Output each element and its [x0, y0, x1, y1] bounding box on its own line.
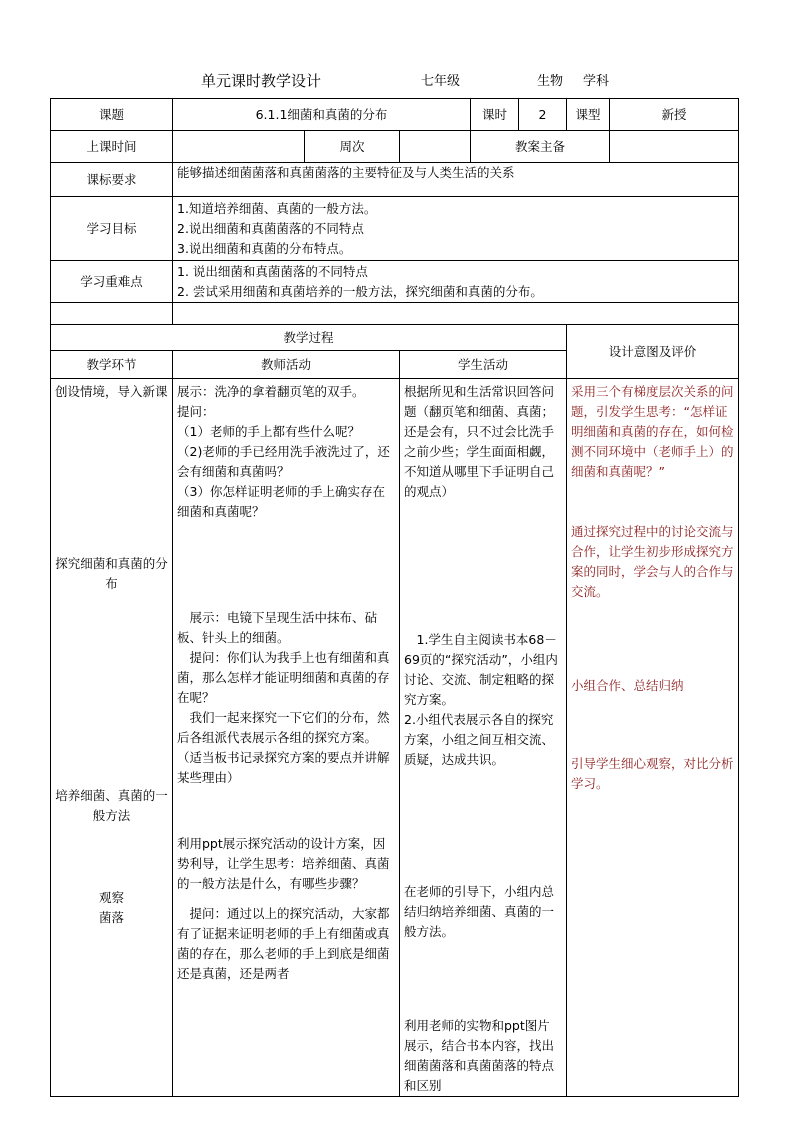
document-title: 单元课时教学设计 [201, 72, 322, 90]
design-item: 通过探究过程中的讨论交流与合作，让学生初步形成探究方案的同时，学会与人的合作与交流。 [571, 524, 734, 599]
teacher-item: （3）你怎样证明老师的手上确实存在细菌和真菌呢？ [177, 484, 385, 519]
student-item: 在老师的引导下，小组内总结归纳培养细菌、真菌的一般方法。 [404, 884, 555, 939]
week-value [400, 131, 471, 163]
design-item: 引导学生细心观察，对比分析学习。 [571, 756, 734, 791]
teacher-item: 展示：洗净的拿着翻页笔的双手。 [177, 384, 365, 399]
teacher-column [173, 379, 400, 1097]
lead-label: 教案主备 [471, 131, 610, 163]
stage-item: 菌落 [98, 910, 124, 925]
teacher-item: （2)老师的手已经用洗手液洗过了，还会有细菌和真菌吗？ [177, 444, 390, 479]
period-label: 课时 [471, 99, 519, 131]
process-header: 教学过程 [51, 325, 567, 351]
lead-value [610, 131, 739, 163]
teacher-item: 利用ppt展示探究活动的设计方案，因势利导，让学生思考：培养细菌、真菌的一般方法是什么，有哪些步骤？ [177, 836, 390, 891]
student-item: 根据所见和生活常识回答问题（翻页笔和细菌、真菌；还是会有，只不过会比洗手之前少些；学生面面相觑，不知道从哪里下手证明自己的观点） [404, 384, 555, 499]
keypoint-item: 2. 尝试采用细菌和真菌培养的一般方法，探究细菌和真菌的分布。 [177, 283, 543, 299]
lesson-plan-table [50, 98, 739, 1097]
student-column-header: 学生活动 [400, 351, 567, 379]
process-header-row [51, 325, 739, 351]
design-column [567, 379, 739, 1097]
time-row [51, 131, 739, 163]
goals-label: 学习目标 [51, 197, 173, 261]
teacher-item: 展示：电镜下呈现生活中抹布、砧板、针头上的细菌。 [177, 610, 378, 645]
teacher-item: 我们一起来探究一下它们的分布，然后各组派代表展示各组的探究方案。 [177, 710, 390, 745]
design-item: 小组合作、总结归纳 [571, 678, 684, 693]
document-header [0, 70, 794, 94]
period-value: 2 [519, 99, 567, 131]
keypoints-list [173, 261, 739, 303]
process-content-row [51, 379, 739, 1097]
student-column [400, 379, 567, 1097]
empty-row [51, 303, 739, 325]
goal-item: 1.知道培养细菌、真菌的一般方法。 [177, 200, 377, 216]
standard-row [51, 163, 739, 197]
keypoints-row [51, 261, 739, 303]
teacher-item: 提问： [177, 404, 215, 419]
student-item: 2.小组代表展示各自的探究方案，小组之间互相交流、质疑，达成共识。 [404, 712, 555, 767]
time-label: 上课时间 [51, 131, 173, 163]
teacher-item: 提问：通过以上的探究活动，大家都有了证据来证明老师的手上有细菌或真菌的存在，那么老师的手上到底是细菌还是真菌，还是两者 [177, 906, 390, 981]
subject-label: 生物 [537, 74, 564, 89]
goals-row [51, 197, 739, 261]
week-label: 周次 [305, 131, 400, 163]
topic-row [51, 99, 739, 131]
stage-item: 探究细菌和真菌的分布 [55, 556, 168, 591]
goals-list [173, 197, 739, 261]
student-item: 利用老师的实物和ppt图片展示，结合书本内容，找出细菌菌落和真菌菌落的特点和区别 [404, 1018, 555, 1093]
student-item: 1.学生自主阅读书本68－69页的“探究活动”，小组内讨论、交流、制定粗略的探究方案。 [404, 632, 558, 707]
design-item: 采用三个有梯度层次关系的问题，引发学生思考：“怎样证明细菌和真菌的存在，如何检测不同环境中（老师手上）的细菌和真菌呢？” [571, 384, 734, 479]
standard-label: 课标要求 [51, 163, 173, 197]
subject-suffix: 学科 [583, 74, 610, 89]
teacher-item: （1）老师的手上都有些什么呢？ [177, 424, 360, 439]
type-value: 新授 [610, 99, 739, 131]
topic-label: 课题 [51, 99, 173, 131]
empty-cell [51, 303, 173, 325]
keypoint-item: 1. 说出细菌和真菌菌落的不同特点 [177, 263, 368, 279]
type-label: 课型 [567, 99, 610, 131]
topic-value: 6.1.1细菌和真菌的分布 [173, 99, 471, 131]
standard-value: 能够描述细菌菌落和真菌菌落的主要特征及与人类生活的关系 [173, 163, 739, 197]
grade-label: 七年级 [421, 74, 461, 89]
stage-column-header: 教学环节 [51, 351, 173, 379]
stage-item: 培养细菌、真菌的一般方法 [55, 788, 168, 823]
keypoints-label: 学习重难点 [51, 261, 173, 303]
goal-item: 2.说出细菌和真菌菌落的不同特点 [177, 220, 364, 236]
teacher-item: 提问：你们认为我手上也有细菌和真菌，那么怎样才能证明细菌和真菌的存在呢？ [177, 650, 390, 705]
time-value [173, 131, 305, 163]
design-column-header: 设计意图及评价 [567, 325, 739, 379]
stage-item: 观察 [98, 890, 124, 905]
stage-item: 创设情境，导入新课 [55, 384, 168, 399]
teacher-item: （适当板书记录探究方案的要点并讲解某些理由） [177, 750, 390, 785]
empty-cell [173, 303, 739, 325]
goal-item: 3.说出细菌和真菌的分布特点。 [177, 240, 352, 256]
teacher-column-header: 教师活动 [173, 351, 400, 379]
stage-column [51, 379, 173, 1097]
